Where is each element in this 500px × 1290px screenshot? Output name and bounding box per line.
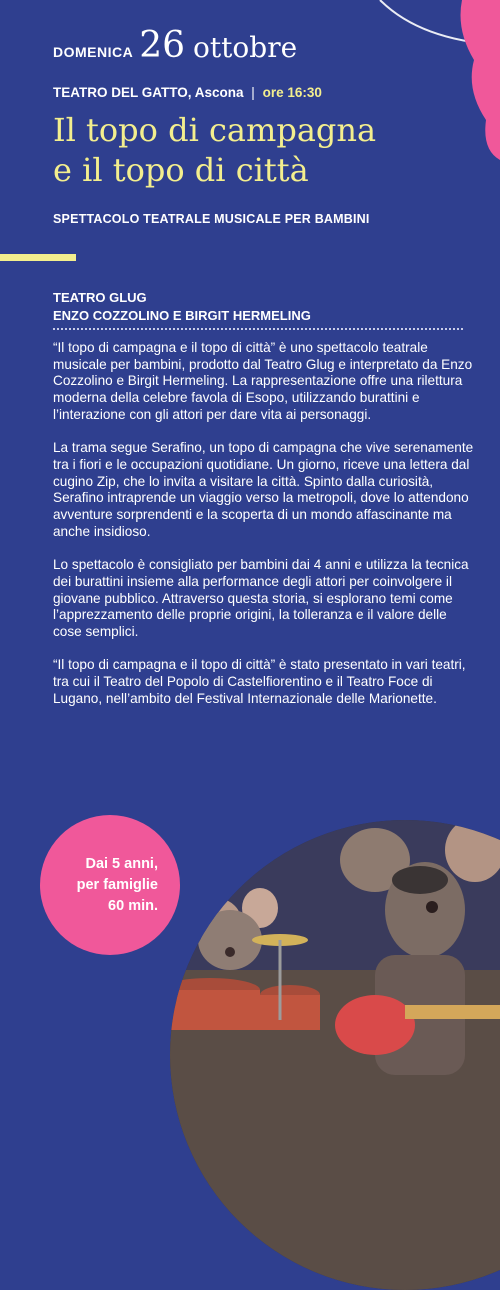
company-performers: ENZO COZZOLINO E BIRGIT HERMELING	[53, 308, 311, 323]
event-date	[53, 25, 298, 66]
event-venue: TEATRO DEL GATTO, Ascona	[53, 85, 244, 100]
description-paragraph: “Il topo di campagna e il topo di città” è uno spettacolo teatrale musicale per bambini, prodotto dal Teatro Glug e interpretato da Enzo Cozzolino e Birgit Hermeling. La rappresentazione offre una rilettura moderna della celebre favola di Esopo, utilizzando burattini e l’interazione con gli attori per dare vita ai personaggi.	[53, 340, 473, 422]
description-paragraph: “Il topo di campagna e il topo di città” è stato presentato in vari teatri, tra cui il Teatro del Popolo di Castelfiorentino e il Teatro Foce di Lugano, nell’ambito del Festival Internazionale delle Marionette.	[53, 657, 466, 706]
event-time: ore 16:30	[262, 85, 322, 100]
accent-bar	[0, 254, 76, 261]
show-subtitle: SPETTACOLO TEATRALE MUSICALE PER BAMBINI	[53, 212, 370, 226]
event-venue-time	[53, 85, 322, 100]
company-credits	[53, 289, 311, 325]
description-paragraph: Lo spettacolo è consigliato per bambini dai 4 anni e utilizza la tecnica dei burattini insieme alla performance degli attori per coinvolgere il giovane pubblico. Attraverso questa storia, si esplorano temi come l’apprezzamento delle proprie origini, la tolleranza e il valore delle cose semplici.	[53, 557, 469, 639]
puppets-photo	[170, 820, 500, 1290]
show-title	[53, 110, 473, 190]
dotted-divider	[53, 328, 463, 330]
event-weekday: DOMENICA	[53, 44, 134, 60]
description-paragraph: La trama segue Serafino, un topo di campagna che vive serenamente tra i fiori e le occupazioni quotidiane. Un giorno, riceve una lettera dal cugino Zip, che lo invita a visitare la città. Spinto dalla curiosità, Serafino intraprende un viaggio verso la metropoli, dove lo attendono avventure sorprendenti e la scoperta di un mondo affascinante ma anche insidioso.	[53, 440, 474, 539]
badge-age: Dai 5 anni,	[85, 855, 158, 872]
description	[53, 340, 478, 724]
show-title-line-1: Il topo di campagna	[53, 111, 377, 149]
event-month: ottobre	[193, 31, 298, 64]
puppets-illustration	[170, 820, 500, 1290]
audience-badge	[40, 815, 180, 955]
separator: |	[251, 85, 255, 100]
show-title-line-2: e il topo di città	[53, 151, 309, 189]
badge-audience: per famiglie	[76, 876, 158, 893]
badge-duration: 60 min.	[108, 897, 158, 914]
company-name: TEATRO GLUG	[53, 290, 147, 305]
event-day: 26	[139, 25, 186, 66]
